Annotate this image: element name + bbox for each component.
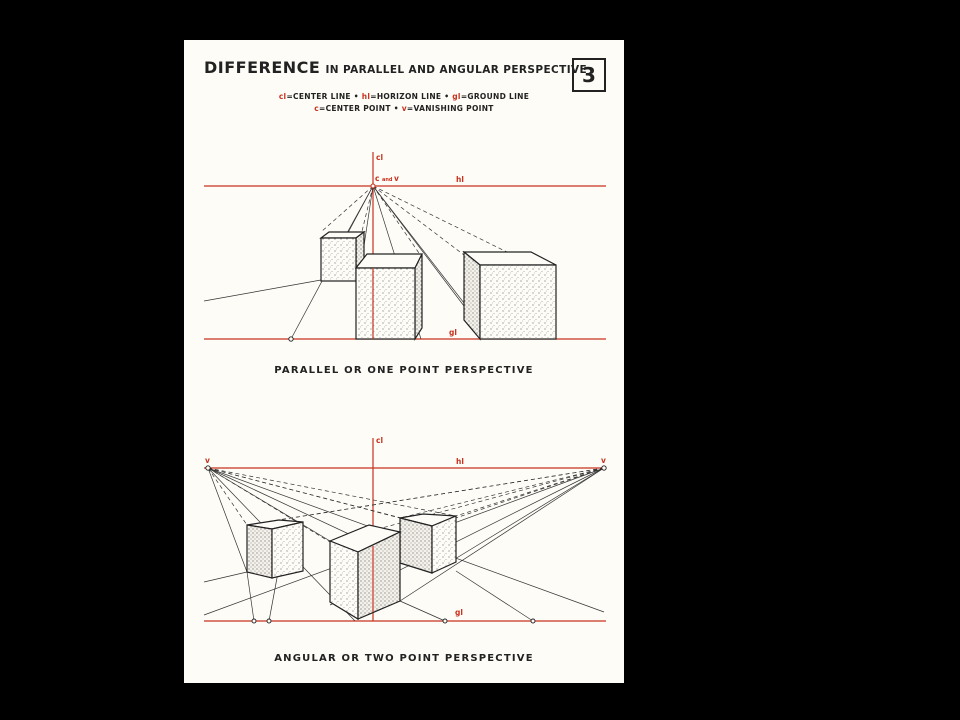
legend-meaning-v: =VANISHING POINT: [406, 104, 494, 113]
label-v-right: v: [601, 456, 606, 465]
legend-abbr-gl: gl: [452, 92, 461, 101]
title-rest: IN PARALLEL AND ANGULAR PERSPECTIVE: [325, 64, 588, 76]
box-right: [464, 252, 556, 339]
label-cl: cl: [376, 153, 384, 162]
label-gl-2: gl: [455, 608, 463, 617]
caption-two-point: ANGULAR OR TWO POINT PERSPECTIVE: [274, 653, 534, 664]
plate-number: 3: [582, 63, 596, 87]
plate-page: [184, 40, 624, 683]
measuring-point-1: [252, 619, 256, 623]
legend-line-2: c=CENTER POINT • v=VANISHING POINT: [314, 104, 494, 113]
measuring-point-marker: [289, 337, 293, 341]
label-c: c: [375, 174, 380, 183]
plate-title: [204, 58, 587, 77]
legend-abbr-cl: cl: [278, 92, 287, 101]
box-center: [356, 254, 422, 339]
label-cl-2: cl: [376, 436, 384, 445]
label-hl-2: hl: [456, 457, 464, 466]
label-and: and: [382, 177, 393, 183]
label-hl: hl: [456, 175, 464, 184]
ground-extension-line: [204, 280, 321, 301]
label-v: v: [394, 174, 399, 183]
legend-abbr-c: c: [314, 104, 319, 113]
legend-meaning-gl: =GROUND LINE: [460, 92, 530, 101]
legend-abbr-hl: hl: [361, 92, 371, 101]
measuring-point-4: [531, 619, 535, 623]
legend-meaning-hl: =HORIZON LINE: [370, 92, 442, 101]
legend-line-1: cl=CENTER LINE • hl=HORIZON LINE • gl=GROUND LINE: [278, 92, 530, 101]
center-point-marker: [371, 184, 375, 188]
caption-one-point: PARALLEL OR ONE POINT PERSPECTIVE: [274, 365, 534, 376]
one-point-perspective-diagram: [184, 140, 624, 350]
label-v-left: v: [205, 456, 210, 465]
box-left: [247, 520, 303, 578]
box-front-center: [330, 525, 400, 619]
measuring-point-3: [443, 619, 447, 623]
legend-abbr-v: v: [401, 104, 407, 113]
title-main: DIFFERENCE: [204, 58, 321, 77]
two-point-perspective-diagram: [184, 430, 624, 635]
box-right-small: [400, 514, 456, 573]
label-gl: gl: [449, 328, 457, 337]
vanishing-point-right-marker: [602, 466, 606, 470]
vanishing-point-left-marker: [206, 466, 210, 470]
legend-meaning-cl: =CENTER LINE: [286, 92, 351, 101]
legend-meaning-c: =CENTER POINT: [319, 104, 391, 113]
measuring-point-2: [267, 619, 271, 623]
plate-number-box: [572, 58, 606, 92]
